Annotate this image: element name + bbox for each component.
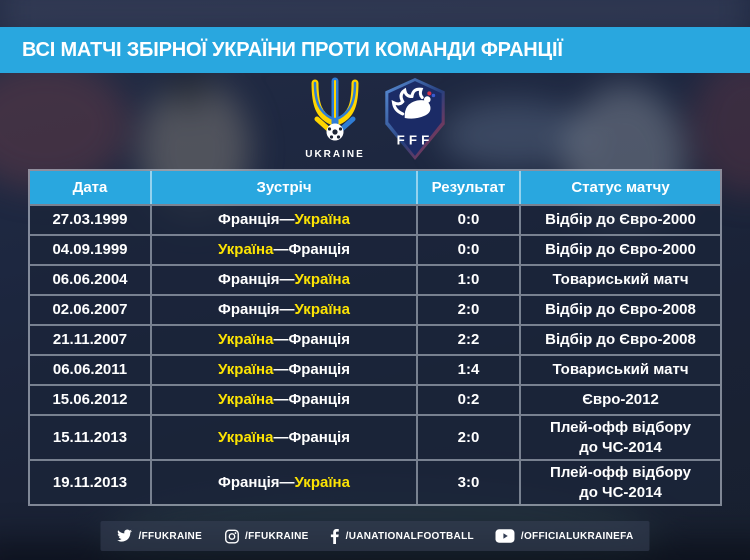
cell-match — [152, 356, 418, 384]
cell-date: 06.06.2011 — [30, 356, 152, 384]
column-header-status: Статус матчу — [571, 179, 670, 196]
team-away: Франція — [288, 331, 350, 349]
cell-result: 2:0 — [418, 416, 521, 459]
cell-result: 2:2 — [418, 326, 521, 354]
match-separator: — — [273, 391, 289, 409]
svg-text:FFF: FFF — [396, 132, 434, 148]
table-row — [30, 414, 720, 459]
team-home: Франція — [218, 271, 280, 289]
cell-result: 2:0 — [418, 296, 521, 324]
cell-date: 27.03.1999 — [30, 206, 152, 234]
team-home: Україна — [218, 331, 274, 349]
match-separator: — — [279, 473, 295, 491]
cell-date: 15.11.2013 — [30, 416, 152, 459]
cell-result: 3:0 — [418, 461, 521, 504]
cell-status: Відбір до Євро-2000 — [545, 211, 696, 229]
youtube-icon — [496, 529, 515, 543]
column-header-date: Дата — [30, 171, 152, 204]
team-away: Франція — [288, 391, 350, 409]
cell-result: 1:4 — [418, 356, 521, 384]
cell-match — [152, 461, 418, 504]
team-away: Франція — [288, 428, 350, 446]
cell-match — [152, 416, 418, 459]
team-home: Україна — [218, 241, 274, 259]
cell-match — [152, 296, 418, 324]
fff-shield-icon — [382, 77, 448, 161]
cell-status: Відбір до Євро-2000 — [545, 241, 696, 259]
facebook-handle: /UANATIONALFOOTBALL — [345, 530, 474, 542]
cell-match — [152, 326, 418, 354]
cell-date: 19.11.2013 — [30, 461, 152, 504]
team-away: Україна — [294, 211, 350, 229]
table-row — [30, 264, 720, 294]
cell-status: Товариський матч — [552, 361, 689, 379]
cell-date: 06.06.2004 — [30, 266, 152, 294]
instagram-link[interactable] — [224, 529, 309, 544]
title-banner — [0, 27, 750, 73]
table-row — [30, 204, 720, 234]
team-away: Україна — [294, 301, 350, 319]
fff-crest — [382, 77, 448, 161]
column-header-match: Зустріч — [152, 171, 418, 204]
team-home: Франція — [218, 473, 280, 491]
match-separator: — — [279, 301, 295, 319]
team-away: Україна — [294, 473, 350, 491]
cell-status: Плей-офф відбору до ЧС-2014 — [550, 419, 691, 456]
team-home: Франція — [218, 301, 280, 319]
youtube-link[interactable] — [496, 529, 634, 543]
cell-match — [152, 236, 418, 264]
instagram-handle: /FFUKRAINE — [245, 530, 309, 542]
cell-date: 21.11.2007 — [30, 326, 152, 354]
cell-status: Плей-офф відбору до ЧС-2014 — [550, 464, 691, 501]
match-separator: — — [279, 271, 295, 289]
team-home: Україна — [218, 391, 274, 409]
cell-status: Відбір до Євро-2008 — [545, 301, 696, 319]
team-away: Франція — [288, 241, 350, 259]
table-row — [30, 354, 720, 384]
table-body — [30, 204, 720, 504]
match-separator: — — [273, 241, 289, 259]
social-footer — [100, 521, 649, 551]
page-title: ВСІ МАТЧІ ЗБІРНОЇ УКРАЇНИ ПРОТИ КОМАНДИ ФРАНЦІЇ — [22, 38, 563, 61]
table-row — [30, 324, 720, 354]
cell-status: Товариський матч — [552, 271, 689, 289]
column-header-result: Результат — [418, 171, 521, 204]
ukraine-crest-label: UKRAINE — [305, 149, 365, 160]
facebook-link[interactable] — [331, 529, 474, 544]
twitter-handle: /FFUKRAINE — [138, 530, 203, 542]
cell-result: 0:2 — [418, 386, 521, 414]
team-home: Франція — [218, 211, 280, 229]
team-away: Україна — [294, 271, 350, 289]
twitter-link[interactable] — [116, 529, 202, 543]
cell-status: Євро-2012 — [582, 391, 659, 409]
cell-result: 0:0 — [418, 206, 521, 234]
cell-date: 04.09.1999 — [30, 236, 152, 264]
cell-status: Відбір до Євро-2008 — [545, 331, 696, 349]
table-header — [30, 171, 720, 204]
match-separator: — — [273, 428, 289, 446]
table-row — [30, 384, 720, 414]
team-home: Україна — [218, 361, 274, 379]
cell-date: 02.06.2007 — [30, 296, 152, 324]
team-home: Україна — [218, 428, 274, 446]
cell-result: 0:0 — [418, 236, 521, 264]
facebook-icon — [331, 529, 340, 544]
results-table — [28, 169, 722, 506]
cell-match — [152, 386, 418, 414]
team-away: Франція — [288, 361, 350, 379]
match-separator: — — [279, 211, 295, 229]
table-row — [30, 294, 720, 324]
cell-date: 15.06.2012 — [30, 386, 152, 414]
youtube-handle: /OFFICIALUKRAINEFA — [520, 530, 634, 542]
cell-match — [152, 206, 418, 234]
ukraine-crest — [302, 77, 368, 160]
instagram-icon — [224, 529, 239, 544]
match-separator: — — [273, 361, 289, 379]
table-row — [30, 234, 720, 264]
table-row — [30, 459, 720, 504]
match-separator: — — [273, 331, 289, 349]
cell-result: 1:0 — [418, 266, 521, 294]
federation-logos — [0, 77, 750, 161]
cell-match — [152, 266, 418, 294]
ukraine-trident-icon — [302, 77, 368, 147]
twitter-icon — [116, 529, 132, 543]
